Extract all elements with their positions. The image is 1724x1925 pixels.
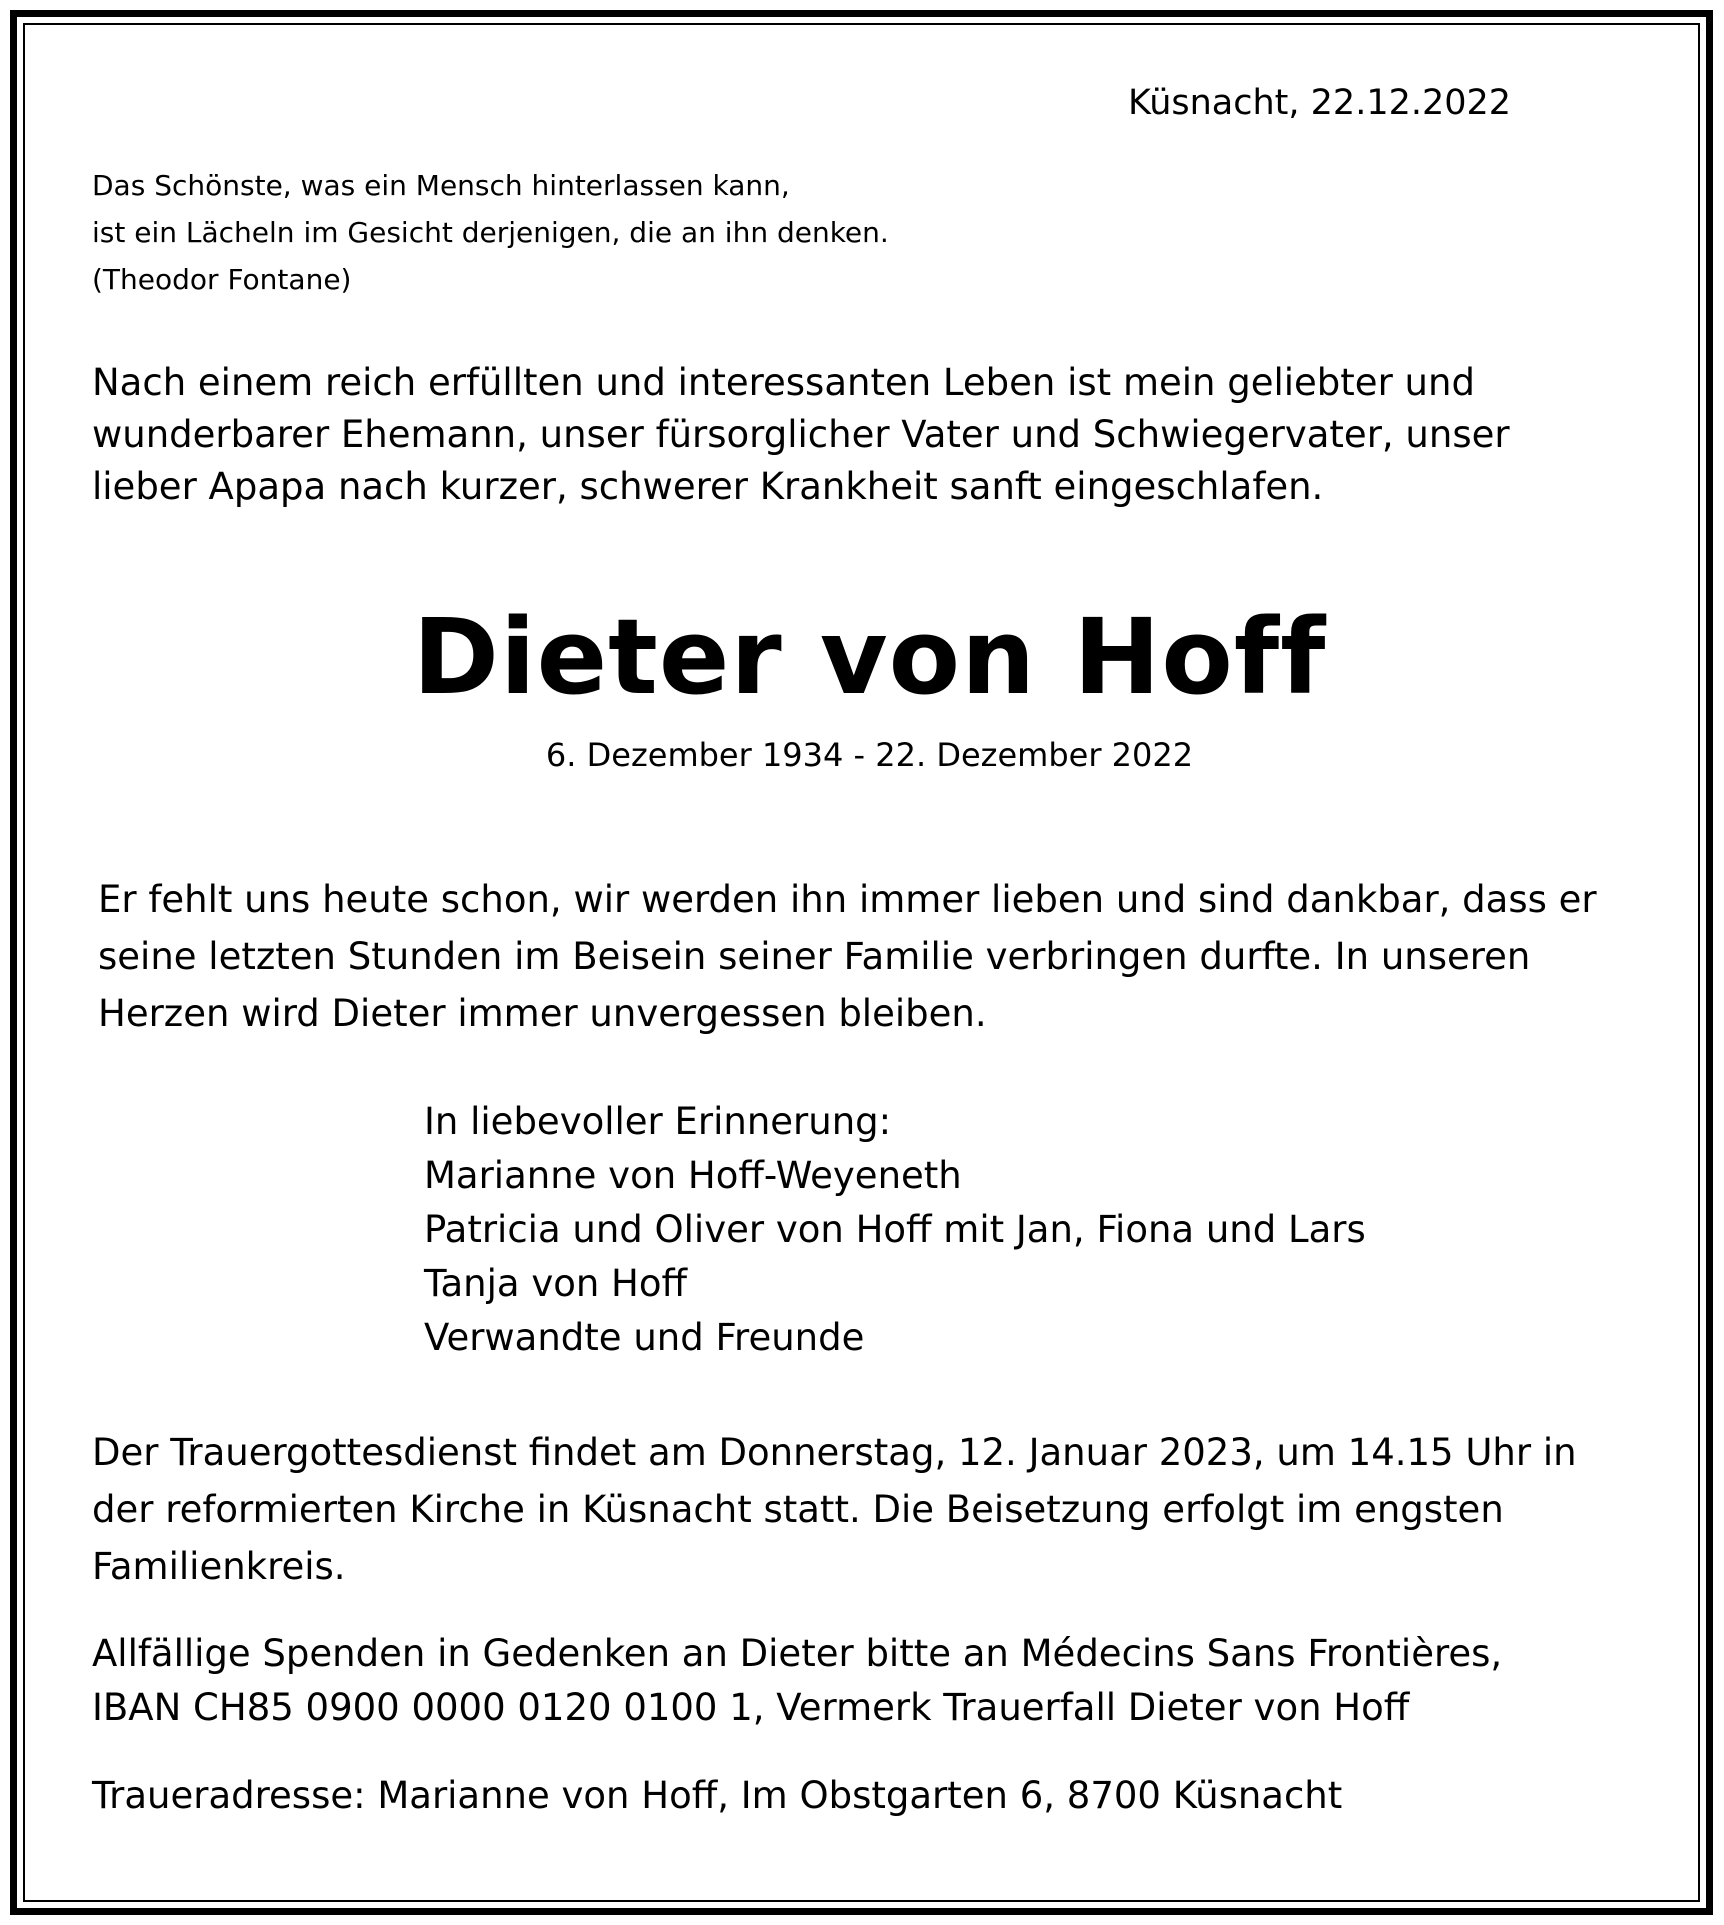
mourner-name: Marianne von Hoff-Weyeneth	[424, 1154, 962, 1197]
deceased-name: Dieter von Hoff	[412, 596, 1327, 718]
donations-line: Allfällige Spenden in Gedenken an Dieter bitte an Médecins Sans Frontières,	[92, 1632, 1503, 1675]
mourner-name: Patricia und Oliver von Hoff mit Jan, Fiona und Lars	[424, 1208, 1366, 1251]
mourner-name: Tanja von Hoff	[424, 1262, 688, 1305]
quote-attribution: (Theodor Fontane)	[92, 263, 352, 296]
obituary-frame	[10, 10, 1713, 1915]
service-line: der reformierten Kirche in Küsnacht statt. Die Beisetzung erfolgt im engsten	[92, 1488, 1504, 1531]
mourners-list	[424, 1095, 1366, 1365]
mourner-name: Verwandte und Freunde	[424, 1316, 865, 1359]
quote-line: Das Schönste, was ein Mensch hinterlassen kann,	[92, 169, 790, 202]
intro-line: lieber Apapa nach kurzer, schwerer Krankheit sanft eingeschlafen.	[92, 465, 1324, 508]
quote-block	[92, 162, 889, 303]
intro-line: wunderbarer Ehemann, unser fürsorglicher Vater und Schwiegervater, unser	[92, 413, 1510, 456]
farewell-line: Herzen wird Dieter immer unvergessen bleiben.	[98, 992, 987, 1035]
place-date: Küsnacht, 22.12.2022	[1128, 83, 1512, 123]
farewell-line: Er fehlt uns heute schon, wir werden ihn immer lieben und sind dankbar, dass er	[98, 878, 1597, 921]
intro-line: Nach einem reich erfüllten und interessanten Leben ist mein geliebter und	[92, 361, 1475, 404]
service-line: Familienkreis.	[92, 1545, 346, 1588]
farewell-line: seine letzten Stunden im Beisein seiner Familie verbringen durfte. In unseren	[98, 935, 1531, 978]
service-paragraph	[92, 1424, 1577, 1595]
intro-paragraph	[92, 357, 1510, 513]
quote-line: ist ein Lächeln im Gesicht derjenigen, die an ihn denken.	[92, 216, 889, 249]
service-line: Der Trauergottesdienst findet am Donnerstag, 12. Januar 2023, um 14.15 Uhr in	[92, 1431, 1577, 1474]
farewell-paragraph	[98, 871, 1597, 1042]
donations-paragraph	[92, 1627, 1502, 1735]
mourning-address: Traueradresse: Marianne von Hoff, Im Obstgarten 6, 8700 Küsnacht	[92, 1774, 1343, 1817]
life-dates: 6. Dezember 1934 - 22. Dezember 2022	[545, 736, 1194, 774]
mourners-heading: In liebevoller Erinnerung:	[424, 1100, 892, 1143]
donations-line: IBAN CH85 0900 0000 0120 0100 1, Vermerk Trauerfall Dieter von Hoff	[92, 1686, 1410, 1729]
